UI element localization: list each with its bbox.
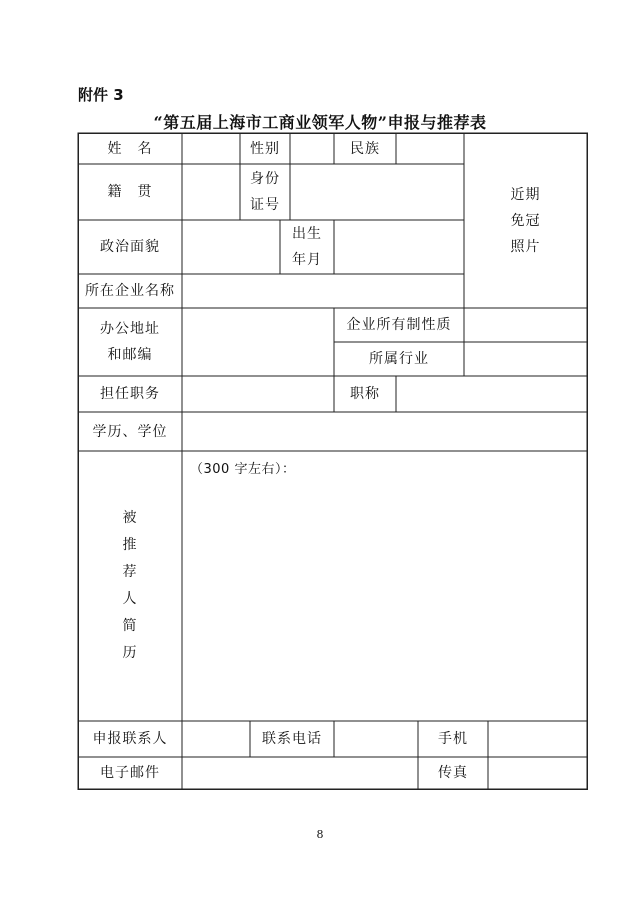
label-fax: 传真 <box>438 765 468 781</box>
label-political-status: 政治面貌 <box>100 239 160 255</box>
photo-label-line: 照片 <box>510 238 541 255</box>
field-ethnicity[interactable] <box>396 133 464 164</box>
label-mobile: 手机 <box>438 731 468 747</box>
field-birth[interactable] <box>334 220 464 274</box>
field-education[interactable] <box>182 412 587 451</box>
field-mobile[interactable] <box>488 721 587 757</box>
field-name[interactable] <box>182 133 240 164</box>
form-title: “第五届上海市工商业领军人物”申报与推荐表 <box>153 113 487 132</box>
label-position: 担任职务 <box>100 386 160 402</box>
field-contact[interactable] <box>182 721 250 757</box>
label-education: 学历、学位 <box>92 423 168 440</box>
resume-hint: （300 字左右）： <box>190 462 296 477</box>
field-phone[interactable] <box>334 721 418 757</box>
field-id-number[interactable] <box>290 164 464 220</box>
label-industry: 所属行业 <box>369 351 429 367</box>
field-resume[interactable] <box>182 451 587 721</box>
field-company[interactable] <box>182 274 464 308</box>
label-ethnicity: 民族 <box>350 140 380 157</box>
field-address[interactable] <box>182 308 334 376</box>
photo-label-line: 免冠 <box>510 212 541 229</box>
field-industry[interactable] <box>464 342 587 376</box>
label-email: 电子邮件 <box>100 765 160 781</box>
label-title-rank: 职称 <box>350 386 380 402</box>
field-native-place[interactable] <box>182 164 240 220</box>
label-birth: 出生 年月 <box>292 226 322 268</box>
field-position[interactable] <box>182 376 334 412</box>
label-native-place: 籍 贯 <box>107 184 153 200</box>
field-political-status[interactable] <box>182 220 280 274</box>
label-resume: 被 推 荐 人 简 历 <box>122 510 138 661</box>
attachment-label: 附件 3 <box>78 86 124 104</box>
page-number: 8 <box>316 828 324 841</box>
label-name: 姓 名 <box>107 140 153 157</box>
label-id-number: 身份 证号 <box>250 171 280 213</box>
label-company: 所在企业名称 <box>85 283 175 299</box>
field-fax[interactable] <box>488 757 587 789</box>
label-address: 办公地址 和邮编 <box>100 321 160 363</box>
field-gender[interactable] <box>290 133 334 164</box>
field-ownership[interactable] <box>464 308 587 342</box>
label-contact: 申报联系人 <box>92 731 168 747</box>
label-ownership: 企业所有制性质 <box>346 317 452 333</box>
field-title-rank[interactable] <box>396 376 587 412</box>
field-email[interactable] <box>182 757 418 789</box>
photo-box[interactable] <box>464 133 587 308</box>
label-phone: 联系电话 <box>262 731 322 747</box>
photo-label-line: 近期 <box>510 186 541 203</box>
label-gender: 性别 <box>250 140 280 157</box>
